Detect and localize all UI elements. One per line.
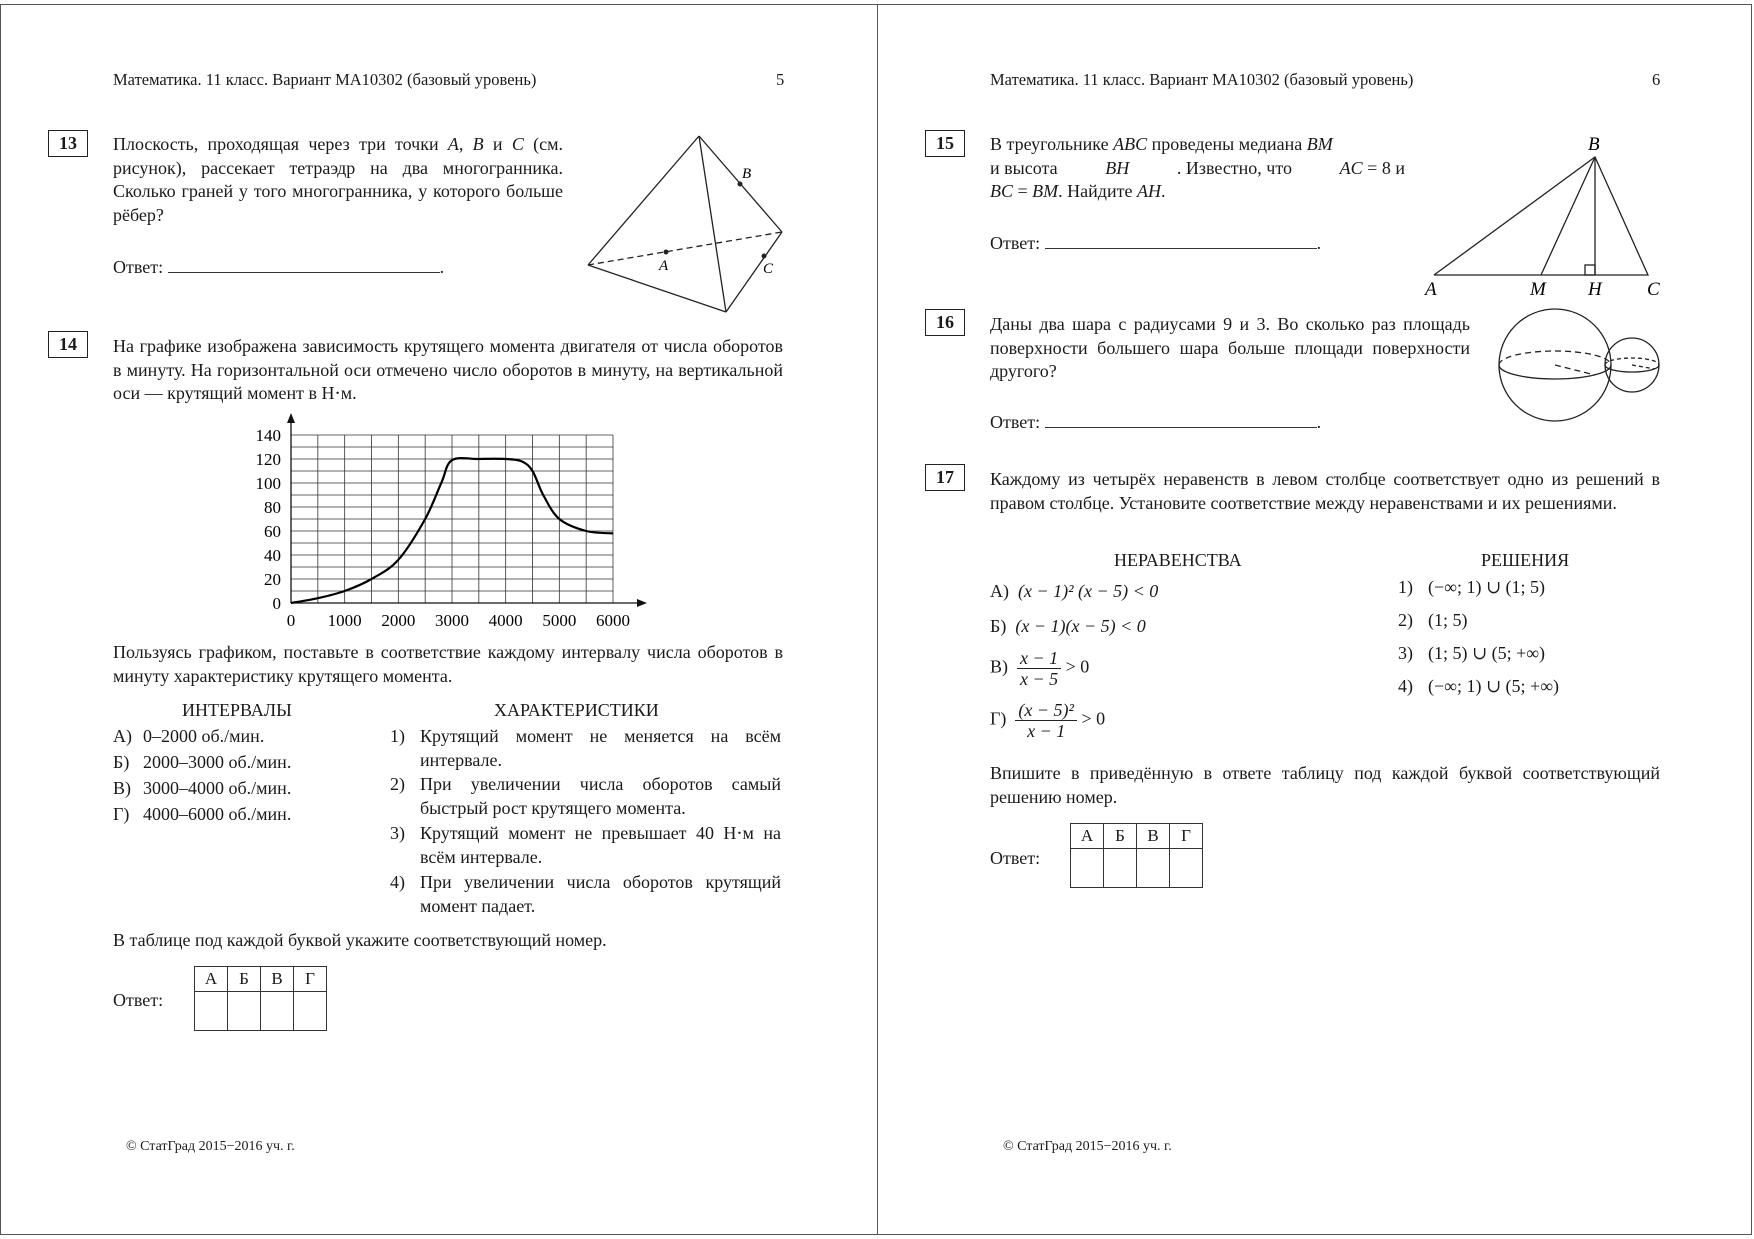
characteristic-item-text: Крутящий момент не меняется на всём интервале. xyxy=(420,726,781,770)
solution-item-text: (−∞; 1) ∪ (5; +∞) xyxy=(1428,676,1560,696)
q17-answer-table xyxy=(1070,823,1203,888)
x-tick-label: 1000 xyxy=(327,611,362,630)
q17-col-b: Б xyxy=(1104,824,1137,849)
q13-text: Плоскость, проходящая через три точки A, B и C (см. рисунок), рассекает тетраэдр на два многогранника. Сколько граней у того многогранника, у которого больше рёбер? xyxy=(113,134,564,225)
interval-item xyxy=(113,751,291,775)
label-b: B xyxy=(1588,134,1600,155)
q13-answer-field[interactable] xyxy=(168,254,440,273)
q17-answer-label: Ответ: xyxy=(990,848,1041,868)
q14-instruction: В таблице под каждой буквой укажите соответствующий номер. xyxy=(113,930,607,950)
interval-item-label: Г) xyxy=(113,804,130,824)
triangle-figure xyxy=(1420,130,1665,300)
characteristic-item-text: При увеличении числа оборотов самый быстрый рост крутящего момента. xyxy=(420,774,781,818)
q14-answer-cell-g[interactable] xyxy=(294,992,327,1031)
inequality-g: Г) $\frac{\text{(x − 5)²}}{x - 1}$ > 0 xyxy=(990,700,1106,741)
x-tick-label: 4000 xyxy=(488,611,523,630)
q14-answer-cell-b[interactable] xyxy=(228,992,261,1031)
q17-number: 17 xyxy=(925,464,965,491)
interval-item-text: 2000–3000 об./мин. xyxy=(143,752,292,772)
interval-item xyxy=(113,777,291,801)
solution-item-text: (−∞; 1) ∪ (1; 5) xyxy=(1428,577,1546,597)
interval-item-label: Б) xyxy=(113,752,130,772)
inequality-b: Б) (x − 1)(x − 5) < 0 xyxy=(990,616,1146,636)
label-b: B xyxy=(742,166,752,182)
q17-answer-cell-a[interactable] xyxy=(1071,849,1104,888)
left-header: Математика. 11 класс. Вариант МА10302 (базовый уровень) xyxy=(113,70,537,89)
solution-item-text: (1; 5) xyxy=(1428,610,1468,630)
left-footer: © СтатГрад 2015−2016 уч. г. xyxy=(126,1139,295,1154)
q14-answer-cell-v[interactable] xyxy=(261,992,294,1031)
characteristic-item-label: 4) xyxy=(390,872,405,892)
left-page-number: 5 xyxy=(776,70,785,89)
x-axis-arrow xyxy=(637,599,647,607)
q15-text: В треугольнике ABC проведены медиана BM и высота BH . Известно, что AC = 8 и BC = BM. Найдите AH. xyxy=(990,134,1405,201)
solution-item-label: 4) xyxy=(1398,676,1413,696)
spheres-figure xyxy=(1485,305,1665,425)
q14-answer-cell-a[interactable] xyxy=(195,992,228,1031)
solution-item-text: (1; 5) ∪ (5; +∞) xyxy=(1428,643,1546,663)
interval-item-label: В) xyxy=(113,778,131,798)
characteristic-item-label: 1) xyxy=(390,726,405,746)
characteristic-item xyxy=(390,773,781,820)
inequality-a: А) (x − 1)² (x − 5) < 0 xyxy=(990,581,1159,601)
x-tick-label: 3000 xyxy=(435,611,469,630)
q17-instruction: Впишите в приведённую в ответе таблицу под каждой буквой соответствующий решению номер. xyxy=(990,763,1660,807)
q16-answer-field[interactable] xyxy=(1045,409,1317,428)
y-tick-label: 100 xyxy=(255,474,281,493)
solution-item xyxy=(1398,609,1468,633)
characteristic-item xyxy=(390,871,781,918)
q14-answer-label: Ответ: xyxy=(113,990,164,1010)
q15-answer-field[interactable] xyxy=(1045,230,1317,249)
q17-answer-cell-b[interactable] xyxy=(1104,849,1137,888)
tetrahedron-figure xyxy=(580,128,790,318)
y-tick-label: 140 xyxy=(255,426,281,445)
q13-answer: Ответ: . xyxy=(113,254,444,280)
page-divider xyxy=(877,4,878,1235)
label-c: C xyxy=(1647,279,1660,300)
torque-chart xyxy=(230,410,660,635)
q14-col-a: А xyxy=(195,967,228,992)
q14-text: На графике изображена зависимость крутящего момента двигателя от числа оборотов в минуту. На горизонтальной оси отмечено число оборотов в минуту, на вертикальной оси — крутящий момент в Н⋅м. xyxy=(113,336,783,403)
interval-item-text: 3000–4000 об./мин. xyxy=(143,778,292,798)
inequalities-title: НЕРАВЕНСТВА xyxy=(1114,550,1242,570)
label-a: A xyxy=(659,258,669,274)
x-tick-label: 6000 xyxy=(596,611,630,630)
y-tick-label: 120 xyxy=(255,450,281,469)
q13-number: 13 xyxy=(48,130,88,157)
characteristic-item-text: Крутящий момент не превышает 40 Н⋅м на всём интервале. xyxy=(420,823,781,867)
q17-answer-cell-v[interactable] xyxy=(1137,849,1170,888)
q17-col-v: В xyxy=(1137,824,1170,849)
interval-item-text: 0–2000 об./мин. xyxy=(143,726,265,746)
q14-answer-table xyxy=(194,966,327,1031)
characteristic-item xyxy=(390,822,781,869)
interval-item xyxy=(113,725,264,749)
q15-answer-label: Ответ: xyxy=(990,233,1041,253)
solution-item xyxy=(1398,576,1545,600)
x-tick-label: 5000 xyxy=(542,611,577,630)
inequality-v: В) $\frac{x - 1}{x - 5}$ > 0 xyxy=(990,648,1090,689)
q14-col-g: Г xyxy=(294,967,327,992)
interval-item xyxy=(113,803,291,827)
q14-number: 14 xyxy=(48,331,88,358)
characteristic-item-label: 2) xyxy=(390,774,405,794)
solution-item xyxy=(1398,642,1545,666)
label-c: C xyxy=(763,261,774,277)
q17-col-a: А xyxy=(1071,824,1104,849)
q14-col-b: Б xyxy=(228,967,261,992)
q16-answer: Ответ: . xyxy=(990,409,1321,435)
characteristic-item-label: 3) xyxy=(390,823,405,843)
x-tick-label: 0 xyxy=(286,611,296,630)
y-tick-label: 20 xyxy=(264,570,281,589)
interval-item-text: 4000–6000 об./мин. xyxy=(143,804,292,824)
y-tick-label: 40 xyxy=(264,546,281,565)
y-axis-arrow xyxy=(287,413,295,423)
interval-item-label: А) xyxy=(113,726,132,746)
q17-answer-cell-g[interactable] xyxy=(1170,849,1203,888)
characteristic-item xyxy=(390,725,781,772)
y-tick-label: 80 xyxy=(264,498,281,517)
q16-answer-label: Ответ: xyxy=(990,412,1041,432)
label-h: H xyxy=(1588,279,1602,300)
q14-col-v: В xyxy=(261,967,294,992)
intervals-title: ИНТЕРВАЛЫ xyxy=(182,700,292,720)
right-page-number: 6 xyxy=(1652,70,1661,89)
y-tick-label: 0 xyxy=(272,594,281,613)
solutions-title: РЕШЕНИЯ xyxy=(1481,550,1570,570)
q15-number: 15 xyxy=(925,130,965,157)
solution-item xyxy=(1398,675,1559,699)
right-header: Математика. 11 класс. Вариант МА10302 (базовый уровень) xyxy=(990,70,1414,89)
q16-text: Даны два шара с радиусами 9 и 3. Во сколько раз площадь поверхности большего шара больше площади поверхности другого? xyxy=(990,314,1470,381)
characteristic-item-text: При увеличении числа оборотов крутящий момент падает. xyxy=(420,872,781,916)
q14-text2: Пользуясь графиком, поставьте в соответствие каждому интервалу числа оборотов в минуту характеристику крутящего момента. xyxy=(113,642,783,686)
right-footer: © СтатГрад 2015−2016 уч. г. xyxy=(1003,1139,1172,1154)
y-tick-label: 60 xyxy=(264,522,281,541)
q17-col-g: Г xyxy=(1170,824,1203,849)
characteristics-title: ХАРАКТЕРИСТИКИ xyxy=(494,700,659,720)
q15-answer: Ответ: . xyxy=(990,230,1321,256)
q13-answer-label: Ответ: xyxy=(113,257,164,277)
solution-item-label: 3) xyxy=(1398,643,1413,663)
label-m: M xyxy=(1530,279,1546,300)
label-a: A xyxy=(1425,279,1437,300)
q16-number: 16 xyxy=(925,309,965,336)
x-tick-label: 2000 xyxy=(381,611,416,630)
solution-item-label: 1) xyxy=(1398,577,1413,597)
solution-item-label: 2) xyxy=(1398,610,1413,630)
q17-text: Каждому из четырёх неравенств в левом столбце соответствует одно из решений в правом столбце. Установите соответствие между неравенствами и их решениями. xyxy=(990,469,1660,513)
